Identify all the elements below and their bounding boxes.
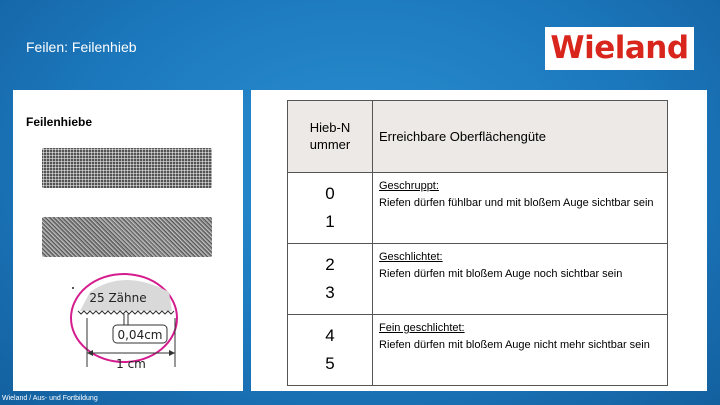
hieb-numbers	[288, 315, 373, 386]
right-panel	[251, 90, 707, 391]
table-row	[288, 244, 668, 315]
surface-label: Fein geschlichtet:	[379, 322, 465, 334]
logo-text: Wieland	[550, 30, 689, 66]
surface-text: Riefen dürfen mit bloßem Auge nicht mehr sichtbar sein	[379, 339, 650, 352]
hieb-table	[287, 100, 668, 386]
table-row	[288, 315, 668, 386]
teeth-label: 25 Zähne	[89, 291, 147, 305]
surface-label: Geschlichtet:	[379, 251, 443, 263]
hieb-number: 3	[325, 283, 335, 302]
header-col1-text: Hieb-Nummer	[309, 120, 351, 152]
arrow-head-right	[169, 350, 175, 356]
header-hieb-nummer	[288, 101, 373, 173]
surface-description	[373, 244, 668, 315]
file-cut-texture-1	[42, 148, 212, 188]
hieb-number: 5	[325, 354, 335, 373]
hieb-numbers	[288, 173, 373, 244]
hieb-numbers	[288, 244, 373, 315]
hieb-number: 2	[325, 255, 335, 274]
surface-description	[373, 315, 668, 386]
table-header-row	[288, 101, 668, 173]
table-row	[288, 173, 668, 244]
length-label: 1 cm	[116, 357, 146, 371]
file-cut-texture-2	[42, 217, 212, 257]
header-oberflaechenguete: Erreichbare Oberflächengüte	[373, 101, 668, 173]
teeth-diagram	[68, 273, 193, 381]
teeth-edge	[78, 311, 174, 314]
wieland-logo	[545, 27, 694, 70]
surface-label: Geschruppt:	[379, 180, 439, 192]
slide-title: Feilen: Feilenhieb	[26, 39, 137, 55]
hieb-number: 0	[325, 184, 335, 203]
surface-description	[373, 173, 668, 244]
pitch-label: 0,04cm	[117, 328, 163, 342]
left-heading: Feilenhiebe	[26, 115, 93, 129]
footer-text: Wieland / Aus- und Fortbildung	[2, 395, 98, 402]
hieb-number: 4	[325, 326, 335, 345]
hieb-number: 1	[325, 212, 335, 231]
left-panel	[13, 90, 243, 391]
surface-text: Riefen dürfen fühlbar und mit bloßem Auge sichtbar sein	[379, 197, 654, 210]
surface-text: Riefen dürfen mit bloßem Auge noch sichtbar sein	[379, 268, 623, 281]
